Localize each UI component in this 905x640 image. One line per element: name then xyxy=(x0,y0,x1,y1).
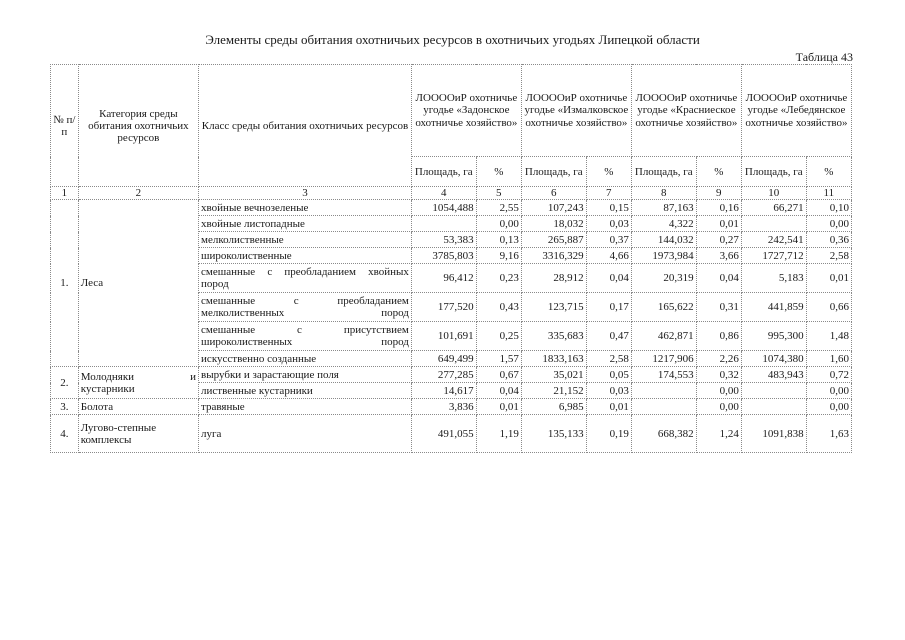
percent-value: 0,16 xyxy=(696,200,741,216)
habitat-table xyxy=(50,64,852,453)
percent-value: 0,10 xyxy=(806,200,851,216)
area-value: 491,055 xyxy=(411,415,476,453)
area-value: 1833,163 xyxy=(521,351,586,367)
section-number: 2. xyxy=(51,367,79,399)
percent-value: 0,00 xyxy=(696,399,741,415)
percent-value: 0,72 xyxy=(806,367,851,383)
area-value: 5,183 xyxy=(741,264,806,293)
header-org-lebedyanskoe: ЛООООиР охотничье угодье «Лебедянское охотничье хозяйство» xyxy=(741,65,851,157)
area-value: 483,943 xyxy=(741,367,806,383)
area-value: 3316,329 xyxy=(521,248,586,264)
area-value: 35,021 xyxy=(521,367,586,383)
col-number: 11 xyxy=(806,187,851,200)
area-value: 107,243 xyxy=(521,200,586,216)
percent-value: 2,58 xyxy=(806,248,851,264)
area-value: 242,541 xyxy=(741,232,806,248)
header-category: Категория среды обитания охотничьих ресурсов xyxy=(78,65,198,187)
section-number: 1. xyxy=(51,200,79,367)
area-value: 441,859 xyxy=(741,293,806,322)
percent-value: 1,24 xyxy=(696,415,741,453)
percent-value: 1,57 xyxy=(476,351,521,367)
header-org-izmalkovskoe: ЛООООиР охотничье угодье «Измалковское охотничье хозяйство» xyxy=(521,65,631,157)
percent-value: 4,66 xyxy=(586,248,631,264)
area-value: 177,520 xyxy=(411,293,476,322)
percent-value: 1,19 xyxy=(476,415,521,453)
habitat-class: смешанные с преобладанием мелколиственных пород xyxy=(199,293,412,322)
area-value: 3785,803 xyxy=(411,248,476,264)
area-value: 1091,838 xyxy=(741,415,806,453)
percent-value: 0,04 xyxy=(696,264,741,293)
area-value: 6,985 xyxy=(521,399,586,415)
col-number: 10 xyxy=(741,187,806,200)
area-value: 462,871 xyxy=(631,322,696,351)
area-value: 4,322 xyxy=(631,216,696,232)
habitat-class: смешанные с присутствием широколиственных пород xyxy=(199,322,412,351)
area-value: 1054,488 xyxy=(411,200,476,216)
area-value: 101,691 xyxy=(411,322,476,351)
area-value: 21,152 xyxy=(521,383,586,399)
percent-value: 1,48 xyxy=(806,322,851,351)
habitat-class: хвойные вечнозеленые xyxy=(199,200,412,216)
percent-value: 0,01 xyxy=(586,399,631,415)
habitat-class: лиственные кустарники xyxy=(199,383,412,399)
area-value: 174,553 xyxy=(631,367,696,383)
area-value xyxy=(631,399,696,415)
area-value: 668,382 xyxy=(631,415,696,453)
area-value: 20,319 xyxy=(631,264,696,293)
percent-value: 2,58 xyxy=(586,351,631,367)
percent-value: 2,55 xyxy=(476,200,521,216)
percent-value: 0,00 xyxy=(476,216,521,232)
area-value: 165,622 xyxy=(631,293,696,322)
habitat-class: травяные xyxy=(199,399,412,415)
area-value: 265,887 xyxy=(521,232,586,248)
percent-value: 1,63 xyxy=(806,415,851,453)
percent-value: 0,31 xyxy=(696,293,741,322)
percent-value: 1,60 xyxy=(806,351,851,367)
percent-value: 0,01 xyxy=(806,264,851,293)
habitat-class: хвойные листопадные xyxy=(199,216,412,232)
percent-value: 0,15 xyxy=(586,200,631,216)
area-value: 1074,380 xyxy=(741,351,806,367)
header-area: Площадь, га xyxy=(631,157,696,187)
percent-value: 0,66 xyxy=(806,293,851,322)
percent-value: 0,17 xyxy=(586,293,631,322)
col-number: 9 xyxy=(696,187,741,200)
section-category: Лугово-степные комплексы xyxy=(78,415,198,453)
percent-value: 0,23 xyxy=(476,264,521,293)
percent-value: 3,66 xyxy=(696,248,741,264)
area-value xyxy=(741,216,806,232)
header-area: Площадь, га xyxy=(521,157,586,187)
col-number: 3 xyxy=(199,187,412,200)
habitat-class: искусственно созданные xyxy=(199,351,412,367)
area-value: 66,271 xyxy=(741,200,806,216)
table-label: Таблица 43 xyxy=(795,50,853,64)
header-pct: % xyxy=(476,157,521,187)
header-pct: % xyxy=(586,157,631,187)
table-row xyxy=(51,200,852,216)
habitat-class: луга xyxy=(199,415,412,453)
col-number: 1 xyxy=(51,187,79,200)
percent-value: 0,03 xyxy=(586,216,631,232)
percent-value: 0,47 xyxy=(586,322,631,351)
habitat-class: смешанные с преобладанием хвойных пород xyxy=(199,264,412,293)
percent-value: 0,13 xyxy=(476,232,521,248)
percent-value: 0,03 xyxy=(586,383,631,399)
area-value: 144,032 xyxy=(631,232,696,248)
area-value: 28,912 xyxy=(521,264,586,293)
header-area: Площадь, га xyxy=(411,157,476,187)
header-org-zadonskoe: ЛООООиР охотничье угодье «Задонское охотничье хозяйство» xyxy=(411,65,521,157)
percent-value: 0,43 xyxy=(476,293,521,322)
percent-value: 0,37 xyxy=(586,232,631,248)
percent-value: 0,36 xyxy=(806,232,851,248)
area-value: 335,683 xyxy=(521,322,586,351)
area-value xyxy=(741,399,806,415)
section-category: Болота xyxy=(78,399,198,415)
header-area: Площадь, га xyxy=(741,157,806,187)
section-category: Леса xyxy=(78,200,198,367)
table-row xyxy=(51,399,852,415)
area-value xyxy=(631,383,696,399)
header-num: № п/п xyxy=(51,65,79,187)
habitat-class: вырубки и зарастающие поля xyxy=(199,367,412,383)
habitat-class: широколиственные xyxy=(199,248,412,264)
document-title: Элементы среды обитания охотничьих ресурсов в охотничьих угодьях Липецкой области xyxy=(205,32,700,47)
area-value: 14,617 xyxy=(411,383,476,399)
percent-value: 0,01 xyxy=(696,216,741,232)
area-value: 18,032 xyxy=(521,216,586,232)
percent-value: 0,01 xyxy=(476,399,521,415)
area-value: 995,300 xyxy=(741,322,806,351)
percent-value: 0,86 xyxy=(696,322,741,351)
percent-value: 0,32 xyxy=(696,367,741,383)
area-value: 135,133 xyxy=(521,415,586,453)
col-number: 2 xyxy=(78,187,198,200)
table-row xyxy=(51,367,852,383)
habitat-class: мелколиственные xyxy=(199,232,412,248)
area-value: 277,285 xyxy=(411,367,476,383)
area-value xyxy=(741,383,806,399)
percent-value: 0,00 xyxy=(806,216,851,232)
area-value: 87,163 xyxy=(631,200,696,216)
area-value: 1973,984 xyxy=(631,248,696,264)
percent-value: 0,05 xyxy=(586,367,631,383)
header-org-krasninskoe: ЛООООиР охотничье угодье «Красниеское охотничье хозяйство» xyxy=(631,65,741,157)
section-number: 4. xyxy=(51,415,79,453)
col-number: 7 xyxy=(586,187,631,200)
percent-value: 0,00 xyxy=(806,383,851,399)
section-category: Молодняки и кустарники xyxy=(78,367,198,399)
area-value: 649,499 xyxy=(411,351,476,367)
area-value: 53,383 xyxy=(411,232,476,248)
header-class: Класс среды обитания охотничьих ресурсов xyxy=(199,65,412,187)
percent-value: 0,00 xyxy=(806,399,851,415)
percent-value: 0,04 xyxy=(586,264,631,293)
percent-value: 0,67 xyxy=(476,367,521,383)
section-number: 3. xyxy=(51,399,79,415)
col-number: 8 xyxy=(631,187,696,200)
area-value xyxy=(411,216,476,232)
percent-value: 0,25 xyxy=(476,322,521,351)
percent-value: 0,19 xyxy=(586,415,631,453)
percent-value: 2,26 xyxy=(696,351,741,367)
area-value: 1217,906 xyxy=(631,351,696,367)
area-value: 96,412 xyxy=(411,264,476,293)
percent-value: 9,16 xyxy=(476,248,521,264)
area-value: 1727,712 xyxy=(741,248,806,264)
col-number: 4 xyxy=(411,187,476,200)
area-value: 123,715 xyxy=(521,293,586,322)
col-number: 5 xyxy=(476,187,521,200)
percent-value: 0,00 xyxy=(696,383,741,399)
table-row xyxy=(51,415,852,453)
area-value: 3,836 xyxy=(411,399,476,415)
header-pct: % xyxy=(696,157,741,187)
header-pct: % xyxy=(806,157,851,187)
percent-value: 0,27 xyxy=(696,232,741,248)
col-number: 6 xyxy=(521,187,586,200)
percent-value: 0,04 xyxy=(476,383,521,399)
